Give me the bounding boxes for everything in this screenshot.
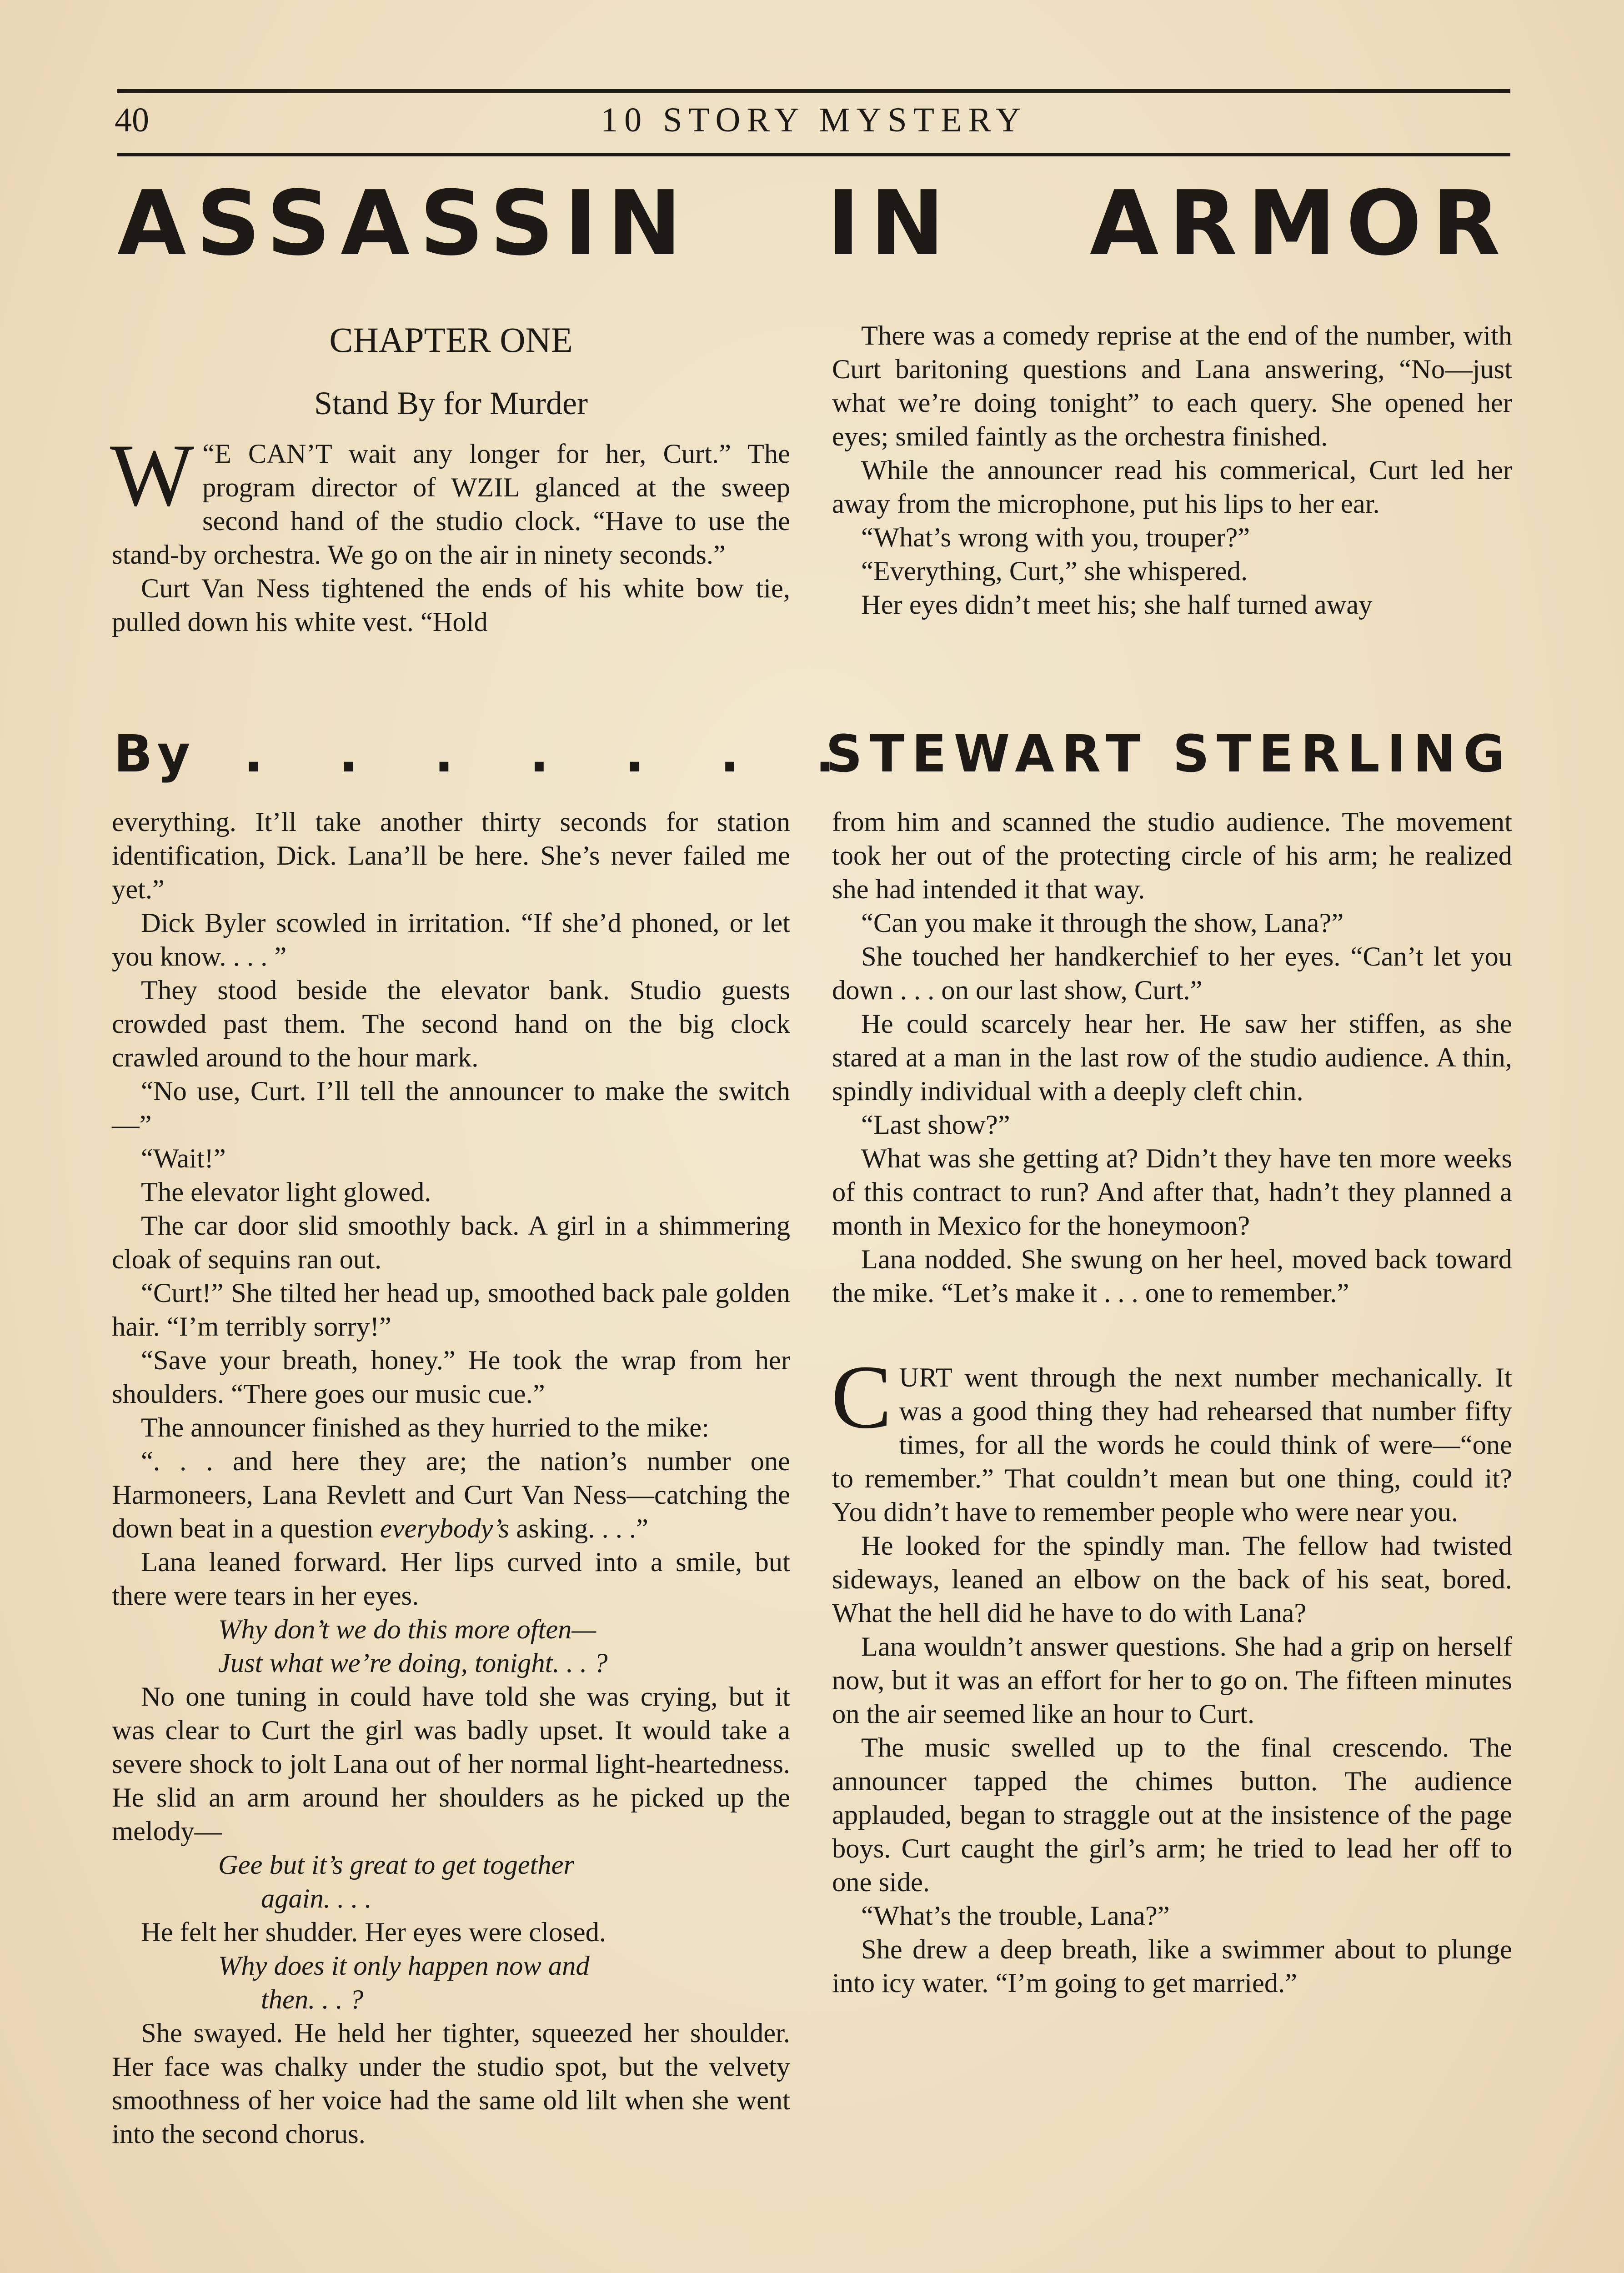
song-lyric: again. . . . (261, 1883, 372, 1914)
paragraph: “No use, Curt. I’ll tell the announcer to make the switch—” (112, 1076, 790, 1140)
magazine-title: 10 STORY MYSTERY (601, 101, 1027, 139)
paragraph: She touched her handkerchief to her eyes. “Can’t let you down . . . on our last show, Curt.” (832, 941, 1512, 1006)
paragraph: Lana nodded. She swung on her heel, moved back toward the mike. “Let’s make it . . . one to remember.” (832, 1244, 1512, 1308)
paragraph: She drew a deep breath, like a swimmer about to plunge into icy water. “I’m going to get married.” (832, 1934, 1512, 1998)
opening-paragraph (110, 426, 790, 572)
paragraph: The music swelled up to the final crescendo. The announcer tapped the chimes button. The audience applauded, began to straggle out at the insistence of the page boys. Curt caught the girl’s arm; he tried to lead her off to one side. (832, 1732, 1512, 1898)
story-title-word: IN (827, 172, 955, 275)
opening-quote: “ (202, 439, 215, 469)
byline (114, 725, 1512, 784)
left-column-top (112, 318, 790, 639)
paragraph: He looked for the spindly man. The fellow had twisted sideways, leaned an elbow on the back of his seat, bored. What the hell did he have to do with Lana? (832, 1531, 1512, 1628)
byline-prefix: By (114, 725, 195, 784)
paragraph: everything. It’ll take another thirty seconds for station identification, Dick. Lana’ll be here. She’s never failed me yet.” (112, 807, 790, 905)
song-lyric: Just what we’re doing, tonight. . . ? (218, 1648, 608, 1678)
paragraph: What was she getting at? Didn’t they have ten more weeks of this contract to run? And after that, hadn’t they planned a month in Mexico for the honeymoon? (832, 1143, 1512, 1241)
byline-dots: . . . . . . . (244, 725, 864, 784)
section-break (832, 1310, 1512, 1361)
paragraph: “Everything, Curt,” she whispered. (861, 556, 1248, 586)
author-name: STEWART STERLING (826, 725, 1512, 784)
story-title-word: ARMOR (1089, 172, 1510, 275)
paragraph: He could scarcely hear her. He saw her stiffen, as she stared at a man in the last row of the studio audience. A thin, spindly individual with a deeply cleft chin. (832, 1009, 1512, 1106)
paragraph: Curt Van Ness tightened the ends of his white bow tie, pulled down his white vest. “Hold (112, 573, 790, 637)
story-title-word: ASSASSIN (117, 172, 692, 275)
paragraph-text: asking. . . .” (509, 1513, 649, 1544)
paragraph: She swayed. He held her tighter, squeezed her shoulder. Her face was chalky under the studio spot, but the velvety smoothness of her voice had the same old lilt when she went into the second chorus. (112, 2018, 790, 2149)
paragraph: “Curt!” She tilted her head up, smoothed back pale golden hair. “I’m terribly sorry!” (112, 1278, 790, 1342)
paragraph-text: URT went through the next number mechanically. It was a good thing they had rehearsed that number fifty times, for all the words he could think of were—“one to remember.” That couldn’t mean but one thing, could it? You didn’t have to remember people who were near you. (832, 1362, 1512, 1527)
paragraph: He felt her shudder. Her eyes were closed. (141, 1917, 606, 1948)
paragraph: They stood beside the elevator bank. Studio guests crowded past them. The second hand on the big clock crawled around to the hour mark. (112, 975, 790, 1073)
left-column-bottom (112, 806, 790, 2151)
paragraph: The announcer finished as they hurried to the mike: (141, 1412, 709, 1443)
paragraph-text: “. . . and here they are; the nation’s number one Harmoneers, Lana Revlett and Curt Van Ness—catching the down beat in a question (112, 1446, 790, 1544)
paragraph: Her eyes didn’t meet his; she half turned away (861, 590, 1373, 620)
paragraph: “What’s wrong with you, trouper?” (861, 522, 1250, 553)
paragraph: The car door slid smoothly back. A girl in a shimmering cloak of sequins ran out. (112, 1211, 790, 1275)
right-column-bottom (832, 806, 1512, 2000)
paragraph: No one tuning in could have told she was crying, but it was clear to Curt the girl was badly upset. It would take a severe shock to jolt Lana out of her normal light-heartedness. He slid an arm around her shoulders as he picked up the melody— (112, 1682, 790, 1847)
paragraph: Dick Byler scowled in irritation. “If she’d phoned, or let you know. . . . ” (112, 908, 790, 972)
drop-cap: C (831, 1347, 892, 1447)
chapter-subtitle: Stand By for Murder (314, 385, 588, 421)
paragraph: “Last show?” (861, 1110, 1010, 1140)
paragraph: “Can you make it through the show, Lana?” (861, 908, 1344, 938)
song-lyric: Why don’t we do this more often— (218, 1614, 596, 1645)
chapter-heading: CHAPTER ONE (329, 320, 573, 360)
header-rule (117, 153, 1510, 156)
story-title (117, 172, 1510, 275)
song-lyric: Why does it only happen now and (218, 1951, 590, 1981)
right-column-top (832, 319, 1512, 622)
paragraph-text: E CAN’T wait any longer for her, Curt.” The program director of WZIL glanced at the sweep second hand of the studio clock. “Have to use the stand-by orchestra. We go on the air in ninety seconds.” (112, 439, 790, 570)
song-lyric: then. . . ? (261, 1984, 364, 2015)
paragraph: “What’s the trouble, Lana?” (861, 1901, 1170, 1931)
drop-cap: W (110, 426, 194, 525)
paragraph: Lana leaned forward. Her lips curved into a smile, but there were tears in her eyes. (112, 1547, 790, 1611)
paragraph: “Save your breath, honey.” He took the wrap from her shoulders. “There goes our music cue.” (112, 1345, 790, 1409)
section-opening-paragraph (831, 1347, 1512, 1529)
paragraph: from him and scanned the studio audience. The movement took her out of the protecting circle of his arm; he realized she had intended it that way. (832, 807, 1512, 905)
paragraph (112, 1445, 790, 1546)
paragraph: There was a comedy reprise at the end of the number, with Curt baritoning questions and Lana answering, “No—just what we’re doing tonight” to each query. She opened her eyes; smiled faintly as the orchestra finished. (832, 320, 1512, 452)
emphasis: everybody’s (380, 1513, 510, 1544)
paragraph: Lana wouldn’t answer questions. She had a grip on herself now, but it was an effort for her to go on. The fifteen minutes on the air seemed like an hour to Curt. (832, 1632, 1512, 1729)
page-number: 40 (115, 101, 149, 139)
paragraph: The elevator light glowed. (141, 1177, 431, 1207)
paragraph: While the announcer read his commerical, Curt led her away from the microphone, put his lips to her ear. (832, 455, 1512, 519)
top-rule (117, 89, 1510, 93)
song-lyric: Gee but it’s great to get together (218, 1850, 575, 1880)
paragraph: “Wait!” (141, 1143, 226, 1174)
